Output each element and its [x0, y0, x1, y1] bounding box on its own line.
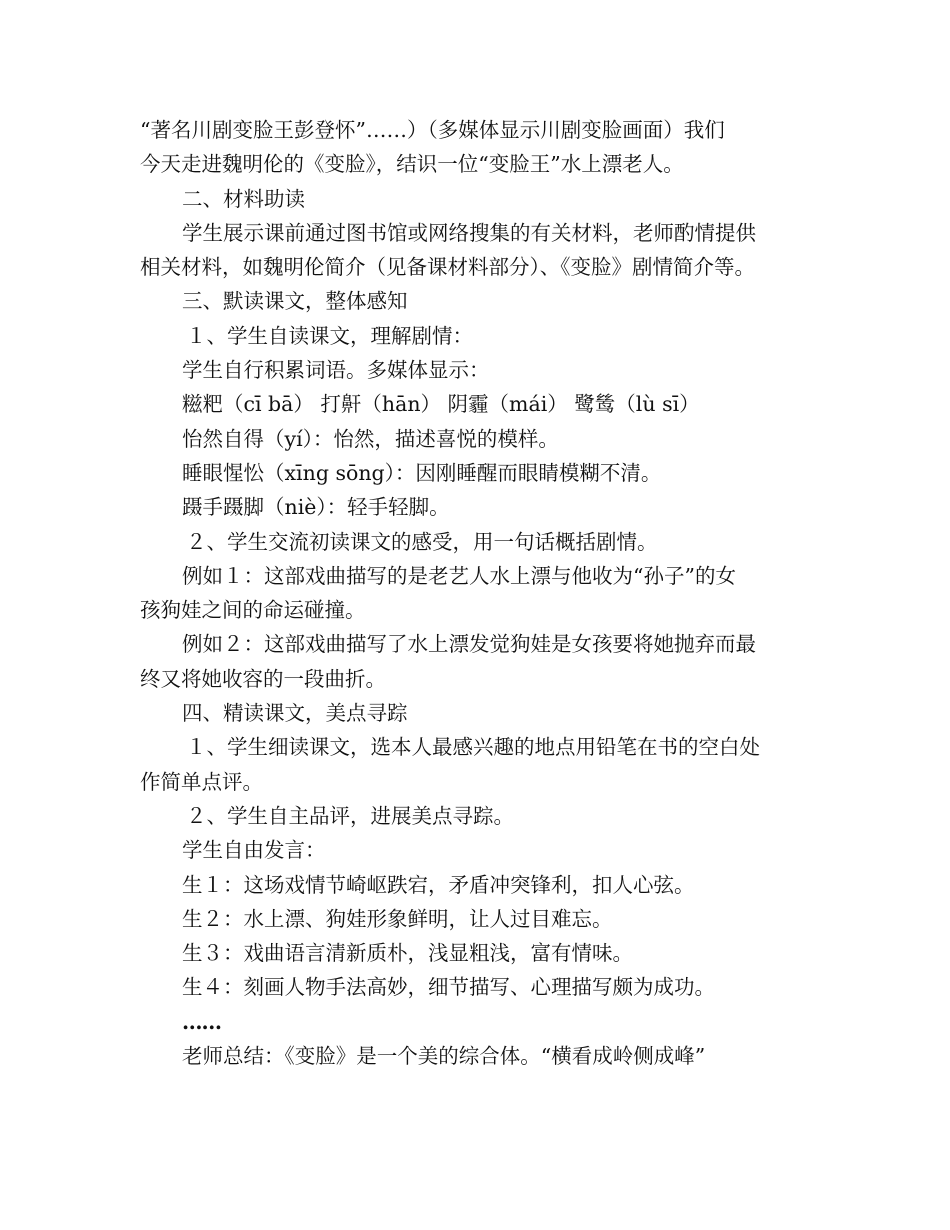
vocabulary-line: 糍粑（cī bā） 打鼾（hān） 阴霾（mái） 鹭鸶（lù sī） — [182, 392, 700, 417]
student-comment: 生１：这场戏情节崎岖跌宕，矛盾冲突锋利，扣人心弦。 — [182, 872, 695, 897]
vocabulary-line: 睡眼惺忪（xīng sōng）：因刚睡醒而眼睛模糊不清。 — [182, 460, 662, 485]
section-heading: 二、材料助读 — [182, 186, 305, 211]
vocabulary-line: 蹑手蹑脚（niè）：轻手轻脚。 — [182, 495, 450, 520]
list-item: ２、学生交流初读课文的感受，用一句话概括剧情。 — [186, 529, 658, 554]
list-item: １、学生细读课文，选本人最感兴趣的地点用铅笔在书的空白处 — [186, 735, 760, 760]
text-line: 例如２：这部戏曲描写了水上漂发觉狗娃是女孩要将她抛弃而最 — [182, 632, 756, 657]
text-line: 学生展示课前通过图书馆或网络搜集的有关材料，老师酌情提供 — [182, 220, 756, 245]
section-heading: 四、精读课文，美点寻踪 — [182, 701, 408, 726]
text-line: 老师总结：《变脸》是一个美的综合体。“横看成岭侧成峰” — [182, 1044, 706, 1069]
text-line: 终又将她收容的一段曲折。 — [140, 666, 386, 691]
list-item: ２、学生自主品评，进展美点寻踪。 — [186, 803, 514, 828]
student-comment: 生３：戏曲语言清新质朴，浅显粗浅，富有情味。 — [182, 941, 633, 966]
section-heading: 三、默读课文，整体感知 — [182, 289, 408, 314]
text-line: 作简单点评。 — [140, 769, 263, 794]
text-line: 今天走进魏明伦的《变脸》，结识一位“变脸王”水上漂老人。 — [140, 152, 684, 177]
text-line: 学生自由发言： — [182, 838, 326, 863]
student-comment: 生４：刻画人物手法高妙，细节描写、心理描写颇为成功。 — [182, 975, 715, 1000]
student-comment: 生２：水上漂、狗娃形象鲜明，让人过目难忘。 — [182, 906, 613, 931]
text-line: 学生自行积累词语。多媒体显示： — [182, 358, 490, 383]
text-line: 例如１：这部戏曲描写的是老艺人水上漂与他收为“孙子”的女 — [182, 563, 736, 588]
text-line: 相关材料，如魏明伦简介（见备课材料部分）、《变脸》剧情简介等。 — [140, 255, 755, 280]
text-line: 孩狗娃之间的命运碰撞。 — [140, 598, 366, 623]
vocabulary-line: 怡然自得（yí）：怡然，描述喜悦的模样。 — [182, 426, 559, 451]
list-item: １、学生自读课文，理解剧情： — [186, 323, 473, 348]
text-line: “著名川剧变脸王彭登怀”……）（多媒体显示川剧变脸画面）我们 — [140, 118, 725, 142]
ellipsis: …… — [182, 1009, 221, 1034]
